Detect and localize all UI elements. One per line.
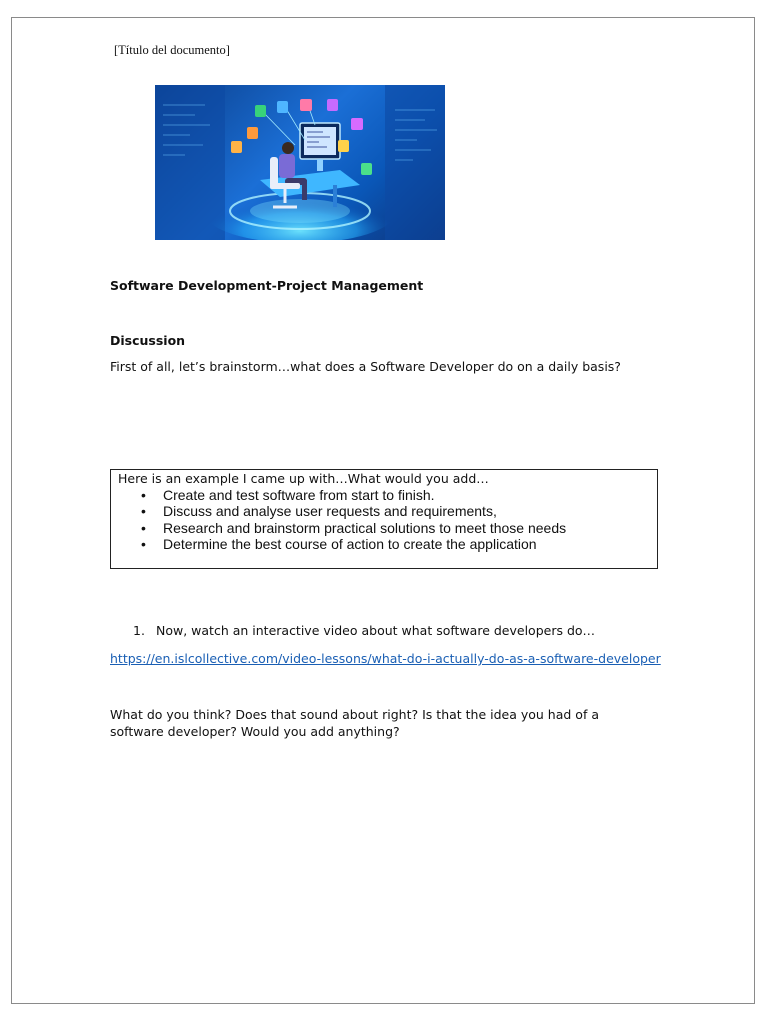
list-item-text: Research and brainstorm practical solutions to meet those needs xyxy=(163,519,567,536)
brainstorm-question: First of all, let’s brainstorm…what does a Software Developer do on a daily basis? xyxy=(110,359,621,374)
video-link[interactable]: https://en.islcollective.com/video-lessons/what-do-i-actually-do-as-a-software-developer xyxy=(110,651,661,666)
section-heading: Discussion xyxy=(110,333,186,348)
example-intro: Here is an example I came up with…What would you add… xyxy=(118,471,489,486)
bullet-icon: • xyxy=(141,503,146,520)
list-item xyxy=(141,487,566,503)
list-item-text: Discuss and analyse user requests and requirements, xyxy=(163,503,497,520)
list-item xyxy=(141,536,566,552)
bullet-icon: • xyxy=(141,487,146,503)
hero-illustration xyxy=(155,85,445,240)
bullet-icon: • xyxy=(141,519,146,536)
example-box xyxy=(110,469,658,569)
list-item-text: Determine the best course of action to create the application xyxy=(163,536,537,553)
bullet-icon: • xyxy=(141,536,146,553)
list-item xyxy=(141,503,566,519)
document-title: Software Development-Project Management xyxy=(110,278,424,293)
numbered-list-item xyxy=(133,623,595,638)
list-item xyxy=(141,520,566,536)
bullet-list xyxy=(141,487,566,553)
closing-question: What do you think? Does that sound about right? Is that the idea you had of a software developer? Would you add anything? xyxy=(110,707,599,739)
developer-illustration-icon xyxy=(155,85,445,240)
document-header-title: [Título del documento] xyxy=(114,43,230,57)
list-number: 1. xyxy=(133,623,145,638)
list-item-text: Create and test software from start to finish. xyxy=(163,487,435,503)
numbered-item-text: Now, watch an interactive video about what software developers do… xyxy=(156,623,596,638)
